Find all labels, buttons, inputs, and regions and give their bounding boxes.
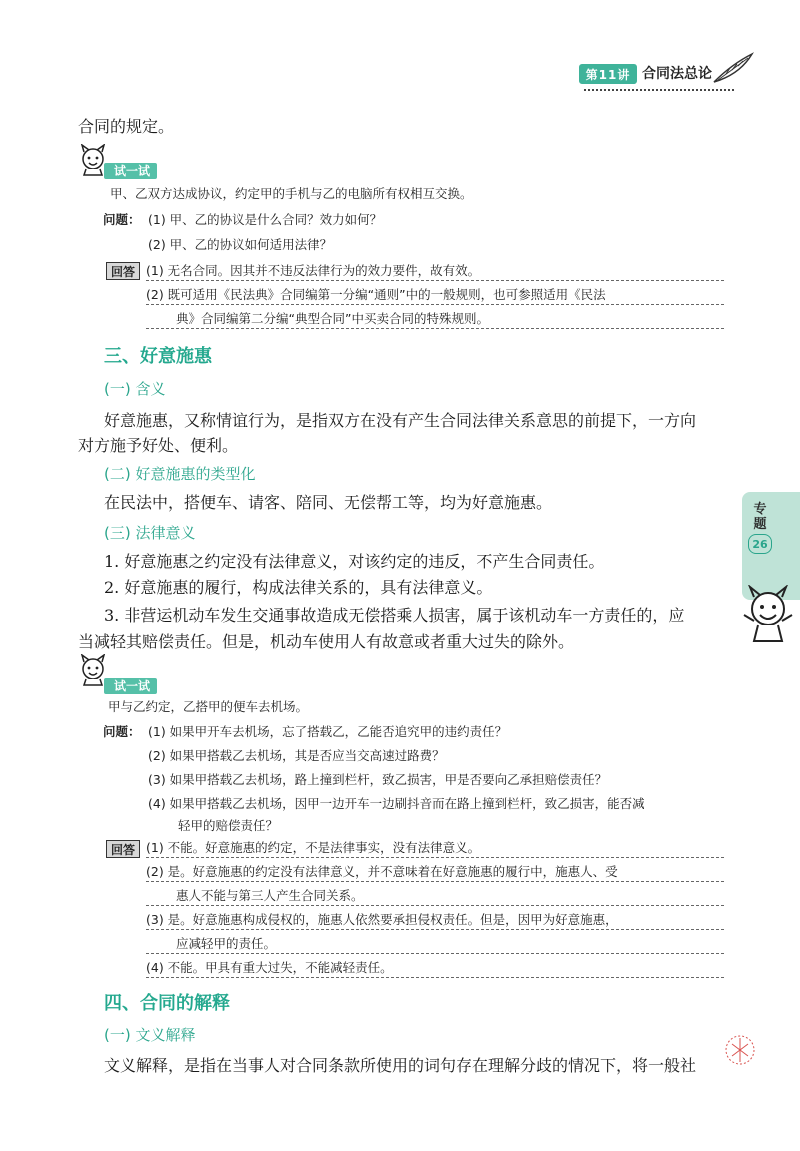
chapter-badge: 第11讲 — [579, 64, 637, 84]
try1-scenario: 甲、乙双方达成协议，约定甲的手机与乙的电脑所有权相互交换。 — [110, 186, 473, 201]
intro-line: 合同的规定。 — [78, 117, 175, 136]
question-label: 问题： — [103, 212, 141, 227]
try-badge: 试一试 — [104, 678, 157, 694]
try2-answer-3-cont: 应减轻甲的责任。 — [146, 934, 724, 954]
feather-icon — [710, 50, 756, 86]
try1-answer-1: (1) 无名合同。因其并不违反法律行为的效力要件，故有效。 — [146, 261, 724, 281]
try1-question-2: (2) 甲、乙的协议如何适用法律？ — [148, 237, 333, 252]
try2-answer-4: (4) 不能。甲具有重大过失，不能减轻责任。 — [146, 958, 724, 978]
try2-answer-1: (1) 不能。好意施惠的约定，不是法律事实，没有法律意义。 — [146, 838, 724, 858]
try2-question-4-cont: 轻甲的赔偿责任？ — [178, 818, 279, 833]
try1-answer-2: (2) 既可适用《民法典》合同编第一分编“通则”中的一般规则，也可参照适用《民法 — [146, 285, 724, 305]
subsection-title: (二) 好意施惠的类型化 — [104, 465, 256, 483]
stamp-icon — [722, 1030, 758, 1070]
side-tab-number: 26 — [748, 534, 772, 554]
list-item: 1. 好意施惠之约定没有法律意义，对该约定的违反，不产生合同责任。 — [104, 552, 605, 571]
list-item: 2. 好意施惠的履行，构成法律关系的，具有法律意义。 — [104, 578, 493, 597]
try2-answer-2: (2) 是。好意施惠的约定没有法律意义，并不意味着在好意施惠的履行中，施惠人、受 — [146, 862, 724, 882]
section-title: 三、好意施惠 — [104, 346, 212, 367]
try1-answer-2-cont: 典》合同编第二分编“典型合同”中买卖合同的特殊规则。 — [146, 309, 724, 329]
paragraph: 在民法中，搭便车、请客、陪同、无偿帮工等，均为好意施惠。 — [104, 493, 553, 512]
paragraph: 对方施予好处、便利。 — [78, 436, 239, 455]
answer-badge: 回答 — [106, 840, 140, 858]
list-item: 3. 非营运机动车发生交通事故造成无偿搭乘人损害，属于该机动车一方责任的，应 — [104, 606, 685, 625]
try2-scenario: 甲与乙约定，乙搭甲的便车去机场。 — [108, 699, 309, 714]
question-label: 问题： — [103, 724, 141, 739]
side-tab — [742, 492, 800, 600]
try2-question-2: (2) 如果甲搭载乙去机场，其是否应当交高速过路费？ — [148, 748, 445, 763]
chapter-title: 合同法总论 — [642, 66, 712, 82]
try2-question-4: (4) 如果甲搭载乙去机场，因甲一边开车一边刷抖音而在路上撞到栏杆，致乙损害，能否减 — [148, 796, 645, 811]
mascot-icon — [740, 585, 796, 645]
paragraph: 好意施惠，又称情谊行为，是指双方在没有产生合同法律关系意思的前提下，一方向 — [104, 411, 697, 430]
side-tab-label: 专题 — [753, 502, 767, 532]
try2-question-3: (3) 如果甲搭载乙去机场，路上撞到栏杆，致乙损害，甲是否要向乙承担赔偿责任？ — [148, 772, 608, 787]
header-divider — [584, 89, 734, 91]
try2-answer-2-cont: 惠人不能与第三人产生合同关系。 — [146, 886, 724, 906]
try2-answer-3: (3) 是。好意施惠构成侵权的，施惠人依然要承担侵权责任。但是，因甲为好意施惠， — [146, 910, 724, 930]
subsection-title: (一) 文义解释 — [104, 1026, 196, 1044]
subsection-title: (一) 含义 — [104, 380, 166, 398]
answer-badge: 回答 — [106, 262, 140, 280]
list-item: 当减轻其赔偿责任。但是，机动车使用人有故意或者重大过失的除外。 — [78, 632, 575, 651]
try1-question-1: (1) 甲、乙的协议是什么合同？效力如何？ — [148, 212, 383, 227]
paragraph: 文义解释，是指在当事人对合同条款所使用的词句存在理解分歧的情况下，将一般社 — [104, 1056, 697, 1075]
try2-question-1: (1) 如果甲开车去机场，忘了搭载乙，乙能否追究甲的违约责任？ — [148, 724, 508, 739]
section-title: 四、合同的解释 — [104, 993, 230, 1014]
subsection-title: (三) 法律意义 — [104, 524, 196, 542]
try-badge: 试一试 — [104, 163, 157, 179]
